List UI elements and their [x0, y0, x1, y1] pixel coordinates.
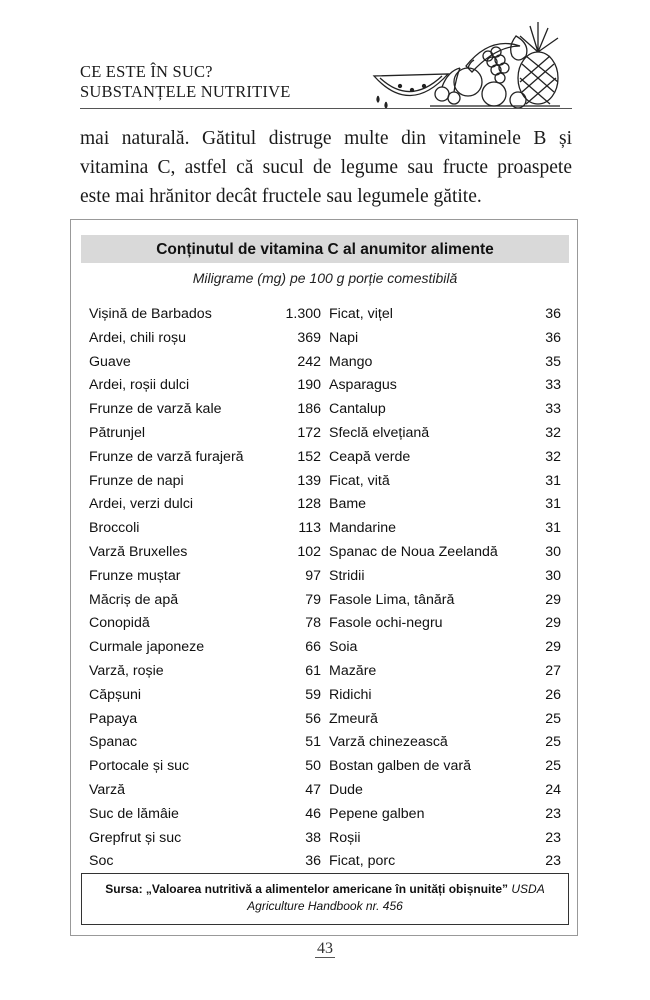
table-row — [89, 446, 321, 470]
table-row — [89, 803, 321, 827]
table-row — [329, 731, 561, 755]
food-name: Ardei, roșii dulci — [89, 377, 190, 394]
table-row — [89, 541, 321, 565]
food-name: Frunze de varză furajeră — [89, 448, 244, 465]
vitamin-c-value: 29 — [545, 615, 561, 632]
vitamin-c-value: 27 — [545, 662, 561, 679]
food-name: Portocale și suc — [89, 758, 190, 775]
food-name: Pepene galben — [329, 805, 425, 822]
vitamin-c-value: 29 — [545, 591, 561, 608]
food-name: Varză Bruxelles — [89, 543, 188, 560]
vitamin-c-value: 59 — [305, 686, 321, 703]
food-name: Papaya — [89, 710, 138, 727]
vitamin-c-value: 35 — [545, 353, 561, 370]
food-name: Asparagus — [329, 377, 397, 394]
table-row — [329, 374, 561, 398]
source-title: Sursa: „Valoarea nutritivă a alimentelor americane în unități obișnuite” — [105, 882, 509, 896]
food-name: Cantalup — [329, 401, 386, 418]
vitamin-c-value: 33 — [545, 401, 561, 418]
food-name: Frunze de varză kale — [89, 401, 222, 418]
food-name: Ardei, chili roșu — [89, 329, 186, 346]
vitamin-c-value: 32 — [545, 424, 561, 441]
table-row — [89, 612, 321, 636]
table-row — [89, 755, 321, 779]
vitamin-c-value: 26 — [545, 686, 561, 703]
body-line: vitamina C, astfel că sucul de legume sau fructe proaspete — [80, 157, 572, 178]
food-name: Napi — [329, 329, 359, 346]
vitamin-c-value: 79 — [305, 591, 321, 608]
vitamin-c-value: 50 — [305, 758, 321, 775]
vitamin-c-value: 47 — [305, 781, 321, 798]
table-row — [329, 589, 561, 613]
table-row — [89, 660, 321, 684]
food-name: Dude — [329, 781, 363, 798]
table-subtitle: Miligrame (mg) pe 100 g porție comestibilă — [192, 270, 458, 286]
vitamin-c-value: 61 — [305, 662, 321, 679]
food-name: Spanac de Noua Zeelandă — [329, 543, 498, 560]
vitamin-c-value: 186 — [297, 401, 321, 418]
food-name: Ficat, porc — [329, 853, 396, 870]
food-name: Grepfrut și suc — [89, 829, 182, 846]
body-line: mai naturală. Gătitul distruge multe din vitaminele B și — [80, 128, 572, 149]
food-name: Roșii — [329, 829, 361, 846]
vitamin-c-value: 97 — [305, 567, 321, 584]
table-row — [329, 850, 561, 874]
vitamin-c-value: 78 — [305, 615, 321, 632]
food-name: Măcriș de apă — [89, 591, 179, 608]
table-row — [89, 470, 321, 494]
table-row — [329, 684, 561, 708]
vitamin-c-value: 113 — [298, 520, 321, 537]
food-name: Frunze de napi — [89, 472, 184, 489]
food-name: Curmale japoneze — [89, 639, 205, 656]
table-row — [89, 303, 321, 327]
food-name: Mango — [329, 353, 373, 370]
page-number-container — [0, 940, 650, 958]
vitamin-c-value: 128 — [297, 496, 321, 513]
food-name: Suc de lămâie — [89, 805, 179, 822]
table-row — [89, 374, 321, 398]
table-row — [89, 517, 321, 541]
vitamin-c-value: 31 — [545, 472, 561, 489]
food-name: Conopidă — [89, 615, 150, 632]
table-row — [89, 351, 321, 375]
table-row — [329, 470, 561, 494]
vitamin-c-value: 29 — [545, 639, 561, 656]
vitamin-c-value: 242 — [297, 353, 321, 370]
table-right-column — [329, 303, 561, 874]
food-name: Guave — [89, 353, 131, 370]
vitamin-c-value: 30 — [545, 567, 561, 584]
vitamin-c-value: 102 — [297, 543, 321, 560]
vitamin-c-value: 25 — [545, 710, 561, 727]
vitamin-c-value: 32 — [545, 448, 561, 465]
food-name: Frunze muștar — [89, 567, 181, 584]
vitamin-c-value: 1.300 — [285, 306, 321, 322]
table-row — [329, 612, 561, 636]
table-row — [329, 422, 561, 446]
table-row — [89, 708, 321, 732]
table-row — [89, 589, 321, 613]
food-name: Zmeură — [329, 710, 378, 727]
food-name: Căpșuni — [89, 686, 142, 703]
table-source-note — [81, 873, 569, 925]
table-row — [329, 803, 561, 827]
table-row — [89, 684, 321, 708]
food-name: Ficat, vită — [329, 472, 390, 489]
food-name: Soia — [329, 639, 358, 656]
vitamin-c-value: 56 — [305, 710, 321, 727]
table-row — [329, 327, 561, 351]
food-name: Varză chinezească — [329, 734, 448, 751]
table-row — [329, 565, 561, 589]
table-row — [89, 327, 321, 351]
vitamin-c-value: 190 — [297, 377, 321, 394]
food-name: Broccoli — [89, 520, 140, 537]
table-title: Conținutul de vitamina C al anumitor alimente — [81, 235, 569, 263]
vitamin-c-value: 152 — [297, 448, 321, 465]
vitamin-c-value: 31 — [545, 496, 561, 513]
table-row — [329, 660, 561, 684]
vitamin-c-value: 31 — [545, 520, 561, 537]
table-row — [89, 398, 321, 422]
table-row — [89, 493, 321, 517]
table-row — [329, 541, 561, 565]
vitamin-c-value: 172 — [297, 424, 321, 441]
food-name: Ficat, vițel — [329, 306, 393, 322]
table-row — [89, 636, 321, 660]
table-row — [89, 850, 321, 874]
table-row — [89, 779, 321, 803]
header-title: CE ESTE ÎN SUC? — [80, 62, 213, 81]
table-row — [329, 351, 561, 375]
food-name: Bame — [329, 496, 367, 513]
vitamin-c-value: 369 — [297, 329, 321, 346]
table-row — [329, 398, 561, 422]
vitamin-c-value: 23 — [545, 853, 561, 870]
fruit-illustration-icon — [370, 16, 566, 112]
food-name: Varză, roșie — [89, 662, 164, 679]
food-name: Ardei, verzi dulci — [89, 496, 194, 513]
food-name: Ridichi — [329, 686, 372, 703]
vitamin-c-value: 46 — [305, 805, 321, 822]
vitamin-c-value: 25 — [545, 758, 561, 775]
food-name: Spanac — [89, 734, 138, 751]
food-name: Soc — [89, 853, 114, 870]
food-name: Fasole Lima, tânără — [329, 591, 455, 608]
vitamin-c-value: 38 — [305, 829, 321, 846]
table-row — [89, 827, 321, 851]
page-number: 43 — [317, 940, 333, 957]
vitamin-c-value: 36 — [545, 306, 561, 322]
table-left-column — [89, 303, 321, 874]
vitamin-c-value: 36 — [305, 853, 321, 870]
table-row — [329, 303, 561, 327]
vitamin-c-value: 23 — [545, 829, 561, 846]
vitamin-c-value: 25 — [545, 734, 561, 751]
vitamin-c-value: 30 — [545, 543, 561, 560]
vitamin-c-value: 24 — [545, 781, 561, 798]
table-row — [329, 708, 561, 732]
header-subtitle: SUBSTANȚELE NUTRITIVE — [80, 82, 291, 101]
vitamin-c-value: 23 — [545, 805, 561, 822]
food-name: Ceapă verde — [329, 448, 411, 465]
vitamin-c-value: 66 — [305, 639, 321, 656]
food-name: Fasole ochi-negru — [329, 615, 443, 632]
table-row — [329, 755, 561, 779]
food-name: Varză — [89, 781, 126, 798]
food-name: Bostan galben de vară — [329, 758, 471, 775]
vitamin-c-table-box — [70, 219, 578, 936]
table-row — [89, 565, 321, 589]
table-row — [329, 779, 561, 803]
body-paragraph — [80, 124, 572, 211]
table-row — [89, 422, 321, 446]
food-name: Stridii — [329, 567, 365, 584]
food-name: Mandarine — [329, 520, 397, 537]
table-row — [89, 731, 321, 755]
food-name: Mazăre — [329, 662, 377, 679]
vitamin-c-value: 139 — [297, 472, 321, 489]
table-row — [329, 493, 561, 517]
vitamin-c-value: 36 — [545, 329, 561, 346]
table-row — [329, 827, 561, 851]
vitamin-c-value: 51 — [305, 734, 321, 751]
table-row — [329, 636, 561, 660]
header-divider — [80, 108, 572, 109]
source-handbook: USDA Agriculture Handbook nr. 456 — [247, 882, 545, 913]
food-name: Vișină de Barbados — [89, 306, 212, 322]
table-row — [329, 446, 561, 470]
food-name: Pătrunjel — [89, 424, 145, 441]
body-line: este mai hrănitor decât fructele sau legumele gătite. — [80, 186, 482, 207]
vitamin-c-value: 33 — [545, 377, 561, 394]
table-row — [329, 517, 561, 541]
food-name: Sfeclă elvețiană — [329, 424, 430, 441]
